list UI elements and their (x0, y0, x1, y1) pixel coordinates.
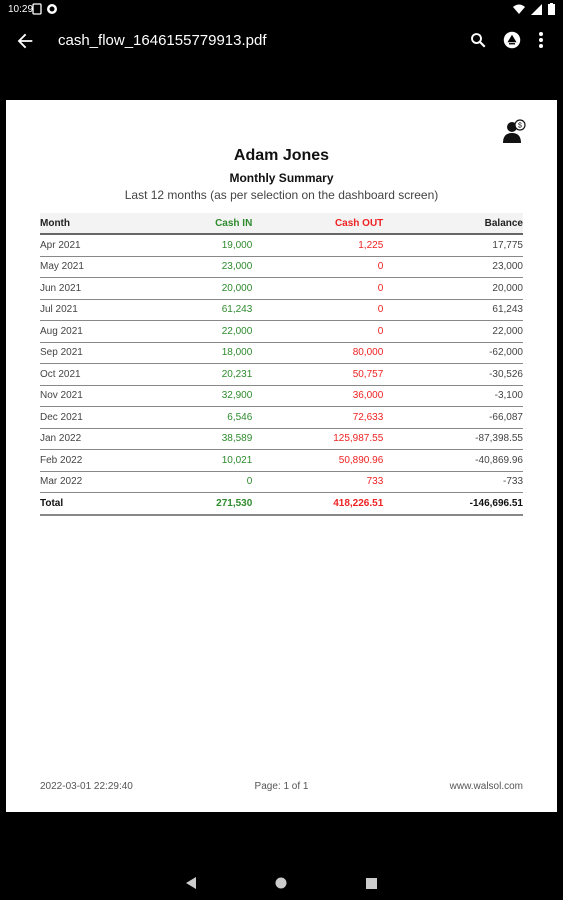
footer-timestamp: 2022-03-01 22:29:40 (40, 781, 133, 792)
cell-balance: 20,000 (383, 278, 523, 300)
drive-button[interactable] (501, 29, 523, 51)
cell-cash-out: 0 (252, 299, 383, 321)
table-row (40, 256, 523, 278)
table-row (40, 471, 523, 493)
report-note: Last 12 months (as per selection on the dashboard screen) (124, 188, 439, 202)
table-row (40, 385, 523, 407)
cell-cash-in: 10,021 (155, 450, 252, 472)
status-right-icons (513, 3, 555, 15)
sync-icon (46, 3, 58, 15)
cell-cash-out: 50,890.96 (252, 450, 383, 472)
cell-balance: -66,087 (383, 407, 523, 429)
cell-cash-in: 19,000 (155, 234, 252, 256)
summary-table (40, 213, 523, 516)
cell-month: May 2021 (40, 256, 155, 278)
file-title: cash_flow_1646155779913.pdf (58, 32, 267, 49)
total-cash-out: 418,226.51 (252, 493, 383, 515)
pdf-page (6, 100, 557, 812)
report-subtitle: Monthly Summary (229, 171, 334, 185)
cell-cash-in: 6,546 (155, 407, 252, 429)
sim-icon (32, 3, 42, 15)
cell-balance: -733 (383, 471, 523, 493)
table-row (40, 450, 523, 472)
wifi-icon (513, 4, 525, 15)
back-button[interactable] (14, 30, 38, 52)
footer-website: www.walsol.com (449, 781, 523, 792)
cell-month: Jul 2021 (40, 299, 155, 321)
status-left-icons (32, 3, 58, 15)
cell-cash-in: 38,589 (155, 428, 252, 450)
cell-month: Apr 2021 (40, 234, 155, 256)
table-row (40, 407, 523, 429)
total-row (40, 493, 523, 515)
svg-text:$: $ (518, 122, 522, 130)
total-balance: -146,696.51 (383, 493, 523, 515)
table-row (40, 321, 523, 343)
table-row (40, 278, 523, 300)
cell-month: Nov 2021 (40, 385, 155, 407)
back-arrow-icon (14, 30, 36, 52)
cell-cash-out: 72,633 (252, 407, 383, 429)
cell-balance: 23,000 (383, 256, 523, 278)
cell-month: Aug 2021 (40, 321, 155, 343)
cell-cash-out: 50,757 (252, 364, 383, 386)
cell-month: Dec 2021 (40, 407, 155, 429)
cell-balance: -30,526 (383, 364, 523, 386)
search-icon (469, 31, 487, 49)
app-bar (0, 20, 563, 62)
cell-cash-out: 80,000 (252, 342, 383, 364)
cell-cash-in: 61,243 (155, 299, 252, 321)
cell-balance: -3,100 (383, 385, 523, 407)
cell-balance: 61,243 (383, 299, 523, 321)
nav-recents-button[interactable] (361, 872, 381, 894)
drive-icon (503, 31, 521, 49)
signal-icon (531, 4, 542, 15)
cell-cash-out: 0 (252, 321, 383, 343)
more-vert-icon (538, 31, 544, 49)
nav-home-icon (275, 877, 287, 889)
column-header-cash-in: Cash IN (155, 213, 252, 234)
column-header-month: Month (40, 213, 155, 234)
cell-month: Oct 2021 (40, 364, 155, 386)
cell-cash-in: 18,000 (155, 342, 252, 364)
battery-icon (548, 3, 555, 15)
cell-month: Feb 2022 (40, 450, 155, 472)
search-button[interactable] (467, 29, 489, 51)
cell-month: Jun 2021 (40, 278, 155, 300)
profile-icon (502, 119, 526, 143)
cell-cash-out: 0 (252, 278, 383, 300)
column-header-cash-out: Cash OUT (252, 213, 383, 234)
table-row (40, 299, 523, 321)
cell-cash-out: 0 (252, 256, 383, 278)
cell-cash-in: 23,000 (155, 256, 252, 278)
nav-home-button[interactable] (271, 872, 291, 894)
report-name: Adam Jones (233, 147, 330, 164)
cell-cash-in: 32,900 (155, 385, 252, 407)
cell-cash-in: 0 (155, 471, 252, 493)
cell-cash-in: 22,000 (155, 321, 252, 343)
nav-back-button[interactable] (181, 872, 201, 894)
cell-cash-out: 36,000 (252, 385, 383, 407)
cell-cash-out: 125,987.55 (252, 428, 383, 450)
cell-cash-out: 1,225 (252, 234, 383, 256)
table-row (40, 234, 523, 256)
table-row (40, 364, 523, 386)
total-cash-in: 271,530 (155, 493, 252, 515)
cell-balance: -87,398.55 (383, 428, 523, 450)
cell-balance: 17,775 (383, 234, 523, 256)
cell-cash-in: 20,000 (155, 278, 252, 300)
cell-balance: 22,000 (383, 321, 523, 343)
more-options-button[interactable] (530, 29, 552, 51)
status-time: 10:29 (8, 4, 34, 15)
table-row (40, 342, 523, 364)
table-row (40, 428, 523, 450)
nav-recents-icon (366, 878, 377, 889)
footer-page-number: Page: 1 of 1 (254, 781, 309, 792)
status-bar (0, 0, 563, 20)
cell-month: Mar 2022 (40, 471, 155, 493)
cell-month: Sep 2021 (40, 342, 155, 364)
table-header-row (40, 213, 523, 234)
column-header-balance: Balance (383, 213, 523, 234)
cell-balance: -62,000 (383, 342, 523, 364)
cell-cash-out: 733 (252, 471, 383, 493)
cell-balance: -40,869.96 (383, 450, 523, 472)
cell-month: Jan 2022 (40, 428, 155, 450)
total-label: Total (40, 493, 155, 515)
cell-cash-in: 20,231 (155, 364, 252, 386)
nav-back-icon (185, 877, 197, 889)
